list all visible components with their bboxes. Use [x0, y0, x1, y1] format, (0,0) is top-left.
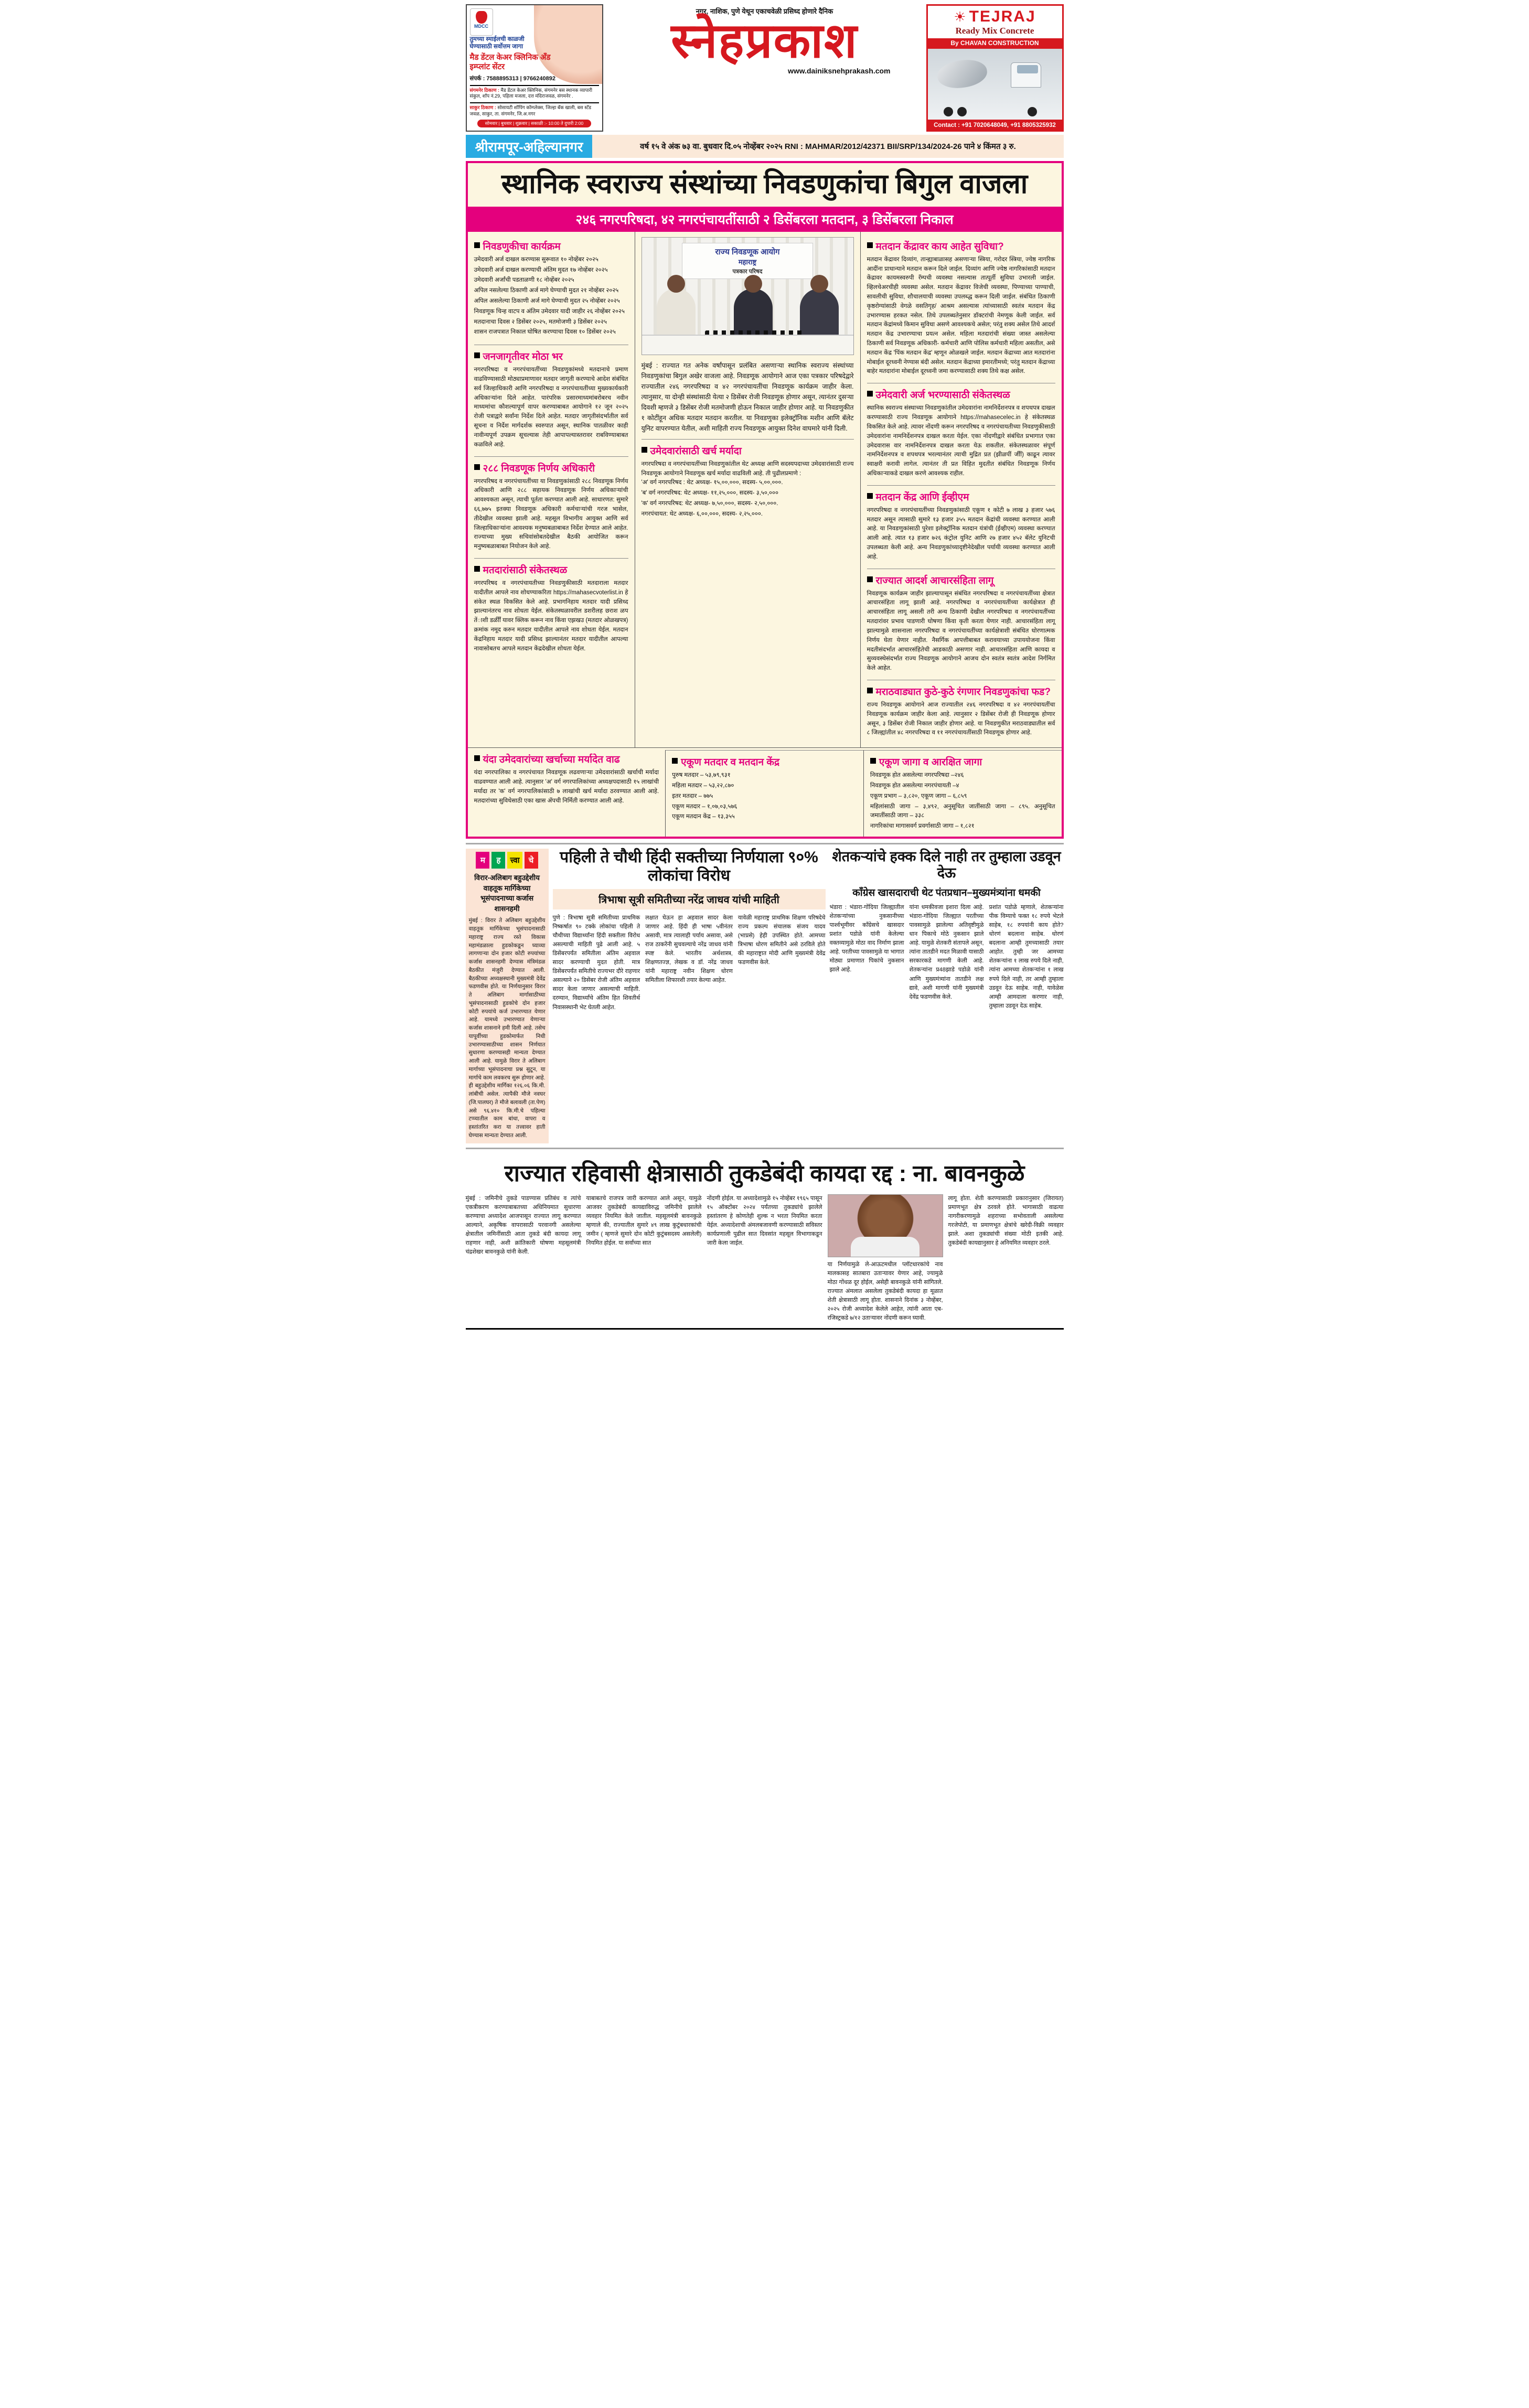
stat-item: एकूण प्रभाग – ३,८२०, एकूण जागा – ६,८५९ [870, 793, 967, 799]
section-evm [867, 485, 1055, 566]
stat-item: एकूण मतदार – १,०७,०३,५७६ [672, 803, 737, 810]
article-column: यांना धमकीवजा इशारा दिला आहे. भंडारा-गोंदिया जिल्ह्यात परतीच्या पावसामुळे झालेल्या अतिवृष्टीमुळे धान पिकाचे मोठे नुकसान झाले आहे. यामुळे शेतकरी संतापले असून, त्यांना तातडीने मदत मिळावी यासाठी सरकारकडे मागणी केली आहे. शेतकऱ्यांना प्र48झाडे पडोळे यांनी आणि मुख्यमंत्र्यांना तातडीने लक्ष द्यावे, अशी मागणी यांनी मुख्यमंत्री देवेंद्र फडणवीस केले. [909, 904, 984, 1000]
tejraj-byline: By CHAVAN CONSTRUCTION [928, 38, 1062, 48]
section-heading: राज्यात आदर्श आचारसंहिता लागू [875, 575, 994, 586]
article-column: लक्षात घेऊन हा अहवाल सादर केला जाणार आहे. हिंदी ही भाषा ५वीनंतर असावी, मात्र त्यालाही पर्याय असावा, असे राज ठाकरेंनी सुचवल्याचे नरेंद्र जाधव यांनी स्पष्ट केले. भारतीय अर्थशास्त्र, शिक्षणतज्ज्ञ, लेखक व डॉ. नरेंद्र जाधव यांनी महाराष्ट्र नवीन शिक्षण धोरण समितीला शिफारशी तयार केल्या आहेत. [645, 915, 733, 984]
square-bullet-icon [867, 688, 873, 693]
tejraj-brand: TEJRAJ [969, 8, 1036, 25]
article-column: मुंबई : जमिनीचे तुकडे पाडण्यास प्रतिबंध व त्यांचे एकत्रीकरण करण्याबाबतच्या अधिनियमात सुधारणा करण्याचा अध्यादेश आजपासून राज्यात लागू करण्यात आल्याने, अकृषिक वापरासाठी परवानगी असलेल्या क्षेत्रातील जमिनींसाठी आता तुकडे बंदी कायदा लागू राहणार नाही, अशी क्रांतिकारी घोषणा महसूलमंत्री चंद्रशेखर बावनकुळे यांनी केली. [465, 1195, 581, 1255]
section-marathwada [867, 680, 1055, 742]
expense-list [641, 478, 854, 519]
voter-stats-list [672, 771, 857, 822]
masthead-tagline: नगर, नाशिक, पुणे येथून एकाचवेळी प्रसिध्द होणारे दैनिक [696, 7, 833, 15]
square-bullet-icon [474, 464, 480, 470]
stat-item: निवडणूक होत असलेल्या नगरपरिषदा –२४६ [870, 772, 964, 779]
press-conference-photo [641, 237, 854, 355]
section-body: नगरपरिषदा व नगरपंचायतींच्या निवडणुकांसाठी एकूण १ कोटी ७ लाख ३ हजार ५७६ मतदार असून त्यासाठी सुमारे १३ हजार ३५५ मतदान केंद्रांची व्यवस्था करण्यात आली आहे. या निवडणुकांसाठी पुरेशा इलेक्ट्रॉनिक मतदान यंत्रांची (ईव्हीएम) व्यवस्था करण्यात आली आहे. त्यात १३ हजार ७२६ कंट्रोल युनिट आणि २७ हजार ४५२ बॅलेट युनिटची उपलब्धता केली आहे. अन्य निवडणुकांच्यादृष्टीनेदेखील पर्यायी व्यवस्था करण्यात आली आहे. [867, 507, 1055, 560]
hindi-article-columns [553, 914, 826, 1012]
bottom-rule [466, 1328, 1064, 1330]
article-column: लागू होता. शेती करण्यासाठी प्रकारानुसार (जिरायत) प्रमाणभूत क्षेत्र ठरवले होते. भागासाठी वाढत्या नागरीकरणामुळे शहराच्या सभोवताली असलेल्या गरजेपोटी, या प्रमाणभूत क्षेत्रांचे खरेदी-विक्री व्यवहार झाले. अशा तुकड्यांची संख्या मोठी इतकी आहे. तुकडेबंदी कायद्यानुसार हे अनियमित व्यवहार ठरले. [948, 1195, 1064, 1246]
section-body: नगरपरिषद व नगरपंचायतीच्या निवडणुकीसाठी मतदाराला मतदार यादीतील आपले नाव शोधण्याकरिता https://mahasecvoterlist.in हे संकेत स्थळ विकसित केले आहे. प्रभागनिहाय मतदार यादी प्रसिध्द झाल्यानंतरच नाव शोधता येईल. संकेतस्थळावरील डशरीलह छराश ळप तेंाशी डर्ळीीं यावर क्लिक करून नाव किंवा एझखउ (मतदार ओळखपत्र) क्रमांक नमूद करुन मतदार यादीतील आपले नाव शोधता येईल. मतदान केंद्रनिहाय मतदार यादी प्रसिध्द झाल्यानंतर मतदार यादीतील आपल्या नावासोबतच आपले मतदान केंद्रदेखील शोधता येईल. [474, 580, 628, 652]
bottom-article-columns [466, 1194, 1064, 1323]
dental-ad-location-1: संगमनेर ठिकाण : मैड डेंटल केअर क्लिनिक, संगमनेर बस स्थानक व्यापारी संकुल, शॉप नं.29, पहिला मजला, दत्त मंदिराजवळ, संगमनेर . [470, 85, 599, 100]
section-returning-officers [474, 456, 628, 556]
schedule-item: उमेदवारी अर्जांची पडताळणी १८ नोव्हेंबर २०२५ [474, 277, 574, 284]
lead-right-column [860, 232, 1062, 748]
schedule-item: निवडणूक चिन्ह वाटप व अंतिम उमेदवार यादी जाहीर २६ नोव्हेंबर २०२५ [474, 308, 625, 315]
bottom-article [466, 1148, 1064, 1330]
box-total-voters [665, 750, 863, 837]
lead-center-column [635, 232, 860, 748]
section-heading: २८८ निवडणूक निर्णय अधिकारी [483, 463, 595, 474]
dental-ad-clinic-name: मैड डेंटल केअर क्लिनिक अँड इम्प्लांट सेंटर [469, 52, 551, 71]
dental-ad-tagline: तुमच्या स्माईलची काळजी घेण्यासाठी सर्वोत्तम जागा [469, 36, 525, 50]
section-heading: मतदान केंद्रावर काय आहेत सुविधा? [875, 241, 1004, 252]
expense-item: नगरपंचायत: थेट अध्यक्ष- ६,००,०००, सदस्य- २,२५,०००. [641, 510, 763, 517]
section-body: नगरपरिषदा व नगरपंचायतींच्या निवडणुकांमध्ये मतदानाचे प्रमाण वाढविण्यासाठी मोठ्याप्रमाणावर मतदार जागृती करण्याचे आदेश संबंधित सर्व जिल्हाधिकारी आणि नगरपरिषदा व नगरपंचायतींच्या मुख्यकार्यकारी अधिकाऱ्यांना दिले आहेत. पारंपरिक प्रसारमाध्यमांबरोबरच नवीन माध्यमांचा कौशल्यापूर्ण वापर करण्याबाबत आयोगाने १२ जून २०२५ रोजी पत्राद्वारे सर्वांना निर्देश दिले आहेत. मतदार जागृतीसंदर्भातील सर्व सूचना व निर्देश मार्गदर्शक स्वरुपात असून, स्थानिक पातळीवर काही नावीन्यपूर्ण उपक्रम सूचल्यास तेही आपापल्यास्तरावर राबविण्याबाबत कळविले आहे. [474, 367, 628, 448]
article-column: याबाबतचे राजपत्र जारी करण्यात आले असून, यामुळे आजवर तुकडेबंदी कायद्याविरुद्ध जमिनीचे झालेले व्यवहार नियमित केले जातील. महसूलमंत्री बावनकुळे म्हणाले की, राज्यातील सुमारे ४९ लाख कुटुंबधारकांची जमीन ( म्हणजे सुमारे दोन कोटी कुटुंबसदस्य असलेली) नियमित होईल. या सर्वांच्या सात [586, 1195, 702, 1246]
seat-stats-list [870, 771, 1055, 831]
stats-row [468, 747, 1062, 837]
dateline-text: वर्ष १५ वे अंक ७३ वा. बुधवार दि.०५ नोव्हेंबर २०२५ RNI : MAHMAR/2012/42371 BII/SRP/134/2024-26 पाने ४ किंमत ३ रु. [592, 135, 1063, 158]
section-election-schedule [474, 237, 628, 343]
farmers-article-headline: शेतकऱ्यांचे हक्क दिले नाही तर तुम्हाला उडवून देऊ [832, 849, 1061, 881]
box-total-seats [863, 750, 1062, 837]
section-body: नगरपरिषद व नगरपंचायतींच्या या निवडणुकांसाठी २८८ निवडणूक निर्णय अधिकारी आणि २८८ सहायक निवडणूक निर्णय अधिकाऱ्यांची आवश्यकता असून, त्याची पूर्तता करण्यात आली आहे. साधारणत: सुमारे ६६,७७५ इतक्या निवडणूक अधिकारी कर्मचाऱ्यांची गरज भासेल, तीदेखील व्यवस्था झाली आहे. महसूल विभागीय आयुक्त आणि सर्व जिल्हाधिकाऱ्यांना आवश्यक मनुष्यबळाबाबत निर्देश देण्यात आले आहेत. राज्याच्या मुख्य सचिवांसोबतदेखील बैठकी आयोजित करून मनुष्यबळाबाबत नियोजन केले आहे. [474, 478, 628, 550]
top-ad-row [466, 4, 1064, 132]
sidebar-article-body: मुंबई : विरार ते अलिबाग बहुउद्देशीय वाहतूक मार्गिकेच्या भूसंपादनासाठी महाराष्ट्र राज्य रस्ते विकास महामंडळाला हुडकोकडून घ्याव्या लागणाऱ्या दोन हजार कोटी रुपयांच्या कर्जास शासनहमी देण्यास मंत्रिमंडळ बैठकीत मंजुरी देण्यात आली. बैठकीच्या अध्यक्षस्थानी मुख्यमंत्री देवेंद्र फडणवीस होते. या निर्णयानुसार विरार ते अलिबाग मार्गासाठीच्या भूसंपादनासाठी हुडकोचे दोन हजार कोटी रुपयांचे कर्ज उभारण्यात येणार आहे. यामध्ये उभारण्यात येणाऱ्या कर्जास शासनाने हमी दिली आहे. तसेच यापूर्वीच्या हुडकोमार्फत निधी उभारण्यासाठीच्या शासन निर्णयात सुधारणा करण्यासही मान्यता देण्यात आली आहे. यामुळे विरार ते अलिबाग मार्गाच्या भूसंपादनाचा प्रश्न सुटून, या मार्गाचे काम लवकरच सुरू होणार आहे. ही बहुउद्देशीय मार्गिका १२६.०६ कि.मी. लांबीची असेल. त्यापैकी मौजे नवघर (जि.पालघर) ते मौजे बलावली (ता.पेण) असे ९६.४१० कि.मी.चे पहिल्या टप्प्यातील काम बांधा, वापरा व हस्तांतरित करा या तत्त्वावर हाती घेण्यास मान्यता देण्यात आली. [468, 917, 546, 1139]
section-awareness [474, 345, 628, 454]
section-body: नगरपरिषदा व नगरपंचायतींच्या निवडणुकांतील थेट अध्यक्ष आणि सदस्यपदाच्या उमेदवारांसाठी राज्य निवडणूक आयोगाने निवडणूक खर्च मर्यादा वाढविली आहे. ती पुढीलप्रमाणे : [641, 461, 854, 477]
important-letter: त्त्वा [507, 852, 522, 869]
box-body: यंदा नगरपालिका व नगरपंचायत निवडणूक लढवणाऱ्या उमेदवारांसाठी खर्चाची मर्यादा वाढवण्यात आली आहे. त्यानुसार 'अ' वर्ग नगरपालिकांच्या अध्यक्षपदासाठी १५ लाखांची मर्यादा तर 'क' वर्ग नगरपालिकांसाठी ७ लाखांची खर्च मर्यादा ठरवण्यात आली आहे. मतदारांच्या सुविधेसाठी एका खास ॲपची निर्मिती करण्यात आली आहे. [474, 769, 659, 804]
stat-item: नागरिकांचा मागासवर्ग प्रवर्गासाठी जागा – १,८२१ [870, 823, 975, 830]
important-letter: म [476, 852, 489, 869]
section-booth-facilities [867, 237, 1055, 381]
newspaper-website: www.dainiksnehprakash.com [787, 66, 891, 75]
farmers-article [830, 849, 1064, 1143]
section-heading: मतदारांसाठी संकेतस्थळ [483, 565, 568, 576]
person-figure [657, 288, 696, 335]
schedule-item: अपिल असलेल्या ठिकाणी अर्ज मागे घेण्याची मुदत २५ नोव्हेंबर २०२५ [474, 297, 620, 304]
square-bullet-icon [867, 493, 873, 499]
box-expense-increase [468, 748, 666, 837]
article-column: भंडारा : भंडारा-गोंदिया जिल्ह्यातील शेतकऱ्यांच्या नुकसानीच्या पार्श्वभूमीवर काँग्रेसचे खासदार प्रशांत पडोळे यांनी केलेल्या वक्तव्यामुळे मोठा वाद निर्माण झाला आहे. परतीच्या पावसामुळे या भागात मोठ्या प्रमाणात पिकांचे नुकसान झाले आहे. [829, 904, 904, 973]
section-nomination-website [867, 383, 1055, 483]
important-sidebar [466, 849, 549, 1143]
truck-window-graphic [1017, 65, 1038, 73]
section-heading: जनजागृतीवर मोठा भर [483, 351, 563, 363]
important-label-blocks [469, 852, 546, 869]
schedule-item: उमेदवारी अर्ज दाखल करण्याची अंतिम मुदत १७ नोव्हेंबर २०२५ [474, 266, 608, 273]
schedule-item: शासन राजपत्रात निकाल घोषित करण्याचा दिवस १० डिसेंबर २०२५ [474, 329, 616, 336]
dental-clinic-ad [466, 4, 603, 132]
article-column: पुणे : त्रिभाषा सूत्री समितीच्या प्राथमिक निष्कर्षात ९० टक्के लोकांचा पहिली ते चौथीच्या विद्यार्थ्यांना हिंदी सक्तीला विरोध असल्याची माहिती पुढे आली आहे. ५ डिसेंबरपर्यंत समितीला अंतिम अहवाल सादर करण्याची मुदत होती. मात्र डिसेंबरपर्यंत समितीचे राज्यभर दौरे राहणार असल्याने २० डिसेंबर रोजी अंतिम अहवाल सादर केला जाणार असल्याची माहिती. दरम्यान, विद्यार्थ्यांचे अंतिम हित शिवतीर्थ निवासस्थानी भेट घेतली आहेत. [552, 915, 640, 1011]
expense-item: 'अ' वर्ग नगरपरिषद : थेट अध्यक्ष- १५,००,०००, सदस्य- ५,००,०००. [641, 479, 783, 486]
sidebar-article-heading: विरार-अलिबाग बहुउद्देशीय वाहतूक मार्गिकेच्या भूसंपादनाच्या कर्जास शासनहमी [474, 874, 540, 913]
section-heading: निवडणुकीचा कार्यक्रम [483, 241, 561, 252]
section-heading: मराठवाड्यात कुठे-कुठे रंगणार निवडणुकांचा फड? [875, 686, 1051, 698]
bottom-article-headline: राज्यात रहिवासी क्षेत्रासाठी तुकडेबंदी कायदा रद्द : ना. बावनकुळे [504, 1160, 1025, 1186]
section-body: निवडणूक कार्यक्रम जाहीर झाल्यापासून संबंधित नगरपरिषदा व नगरपंचायतींच्या क्षेत्रात आचारसंहिता लागू झाली आहे. नगरपरिषदा व नगरपंचायतींच्या कार्यक्षेत्रात ही आचारसंहिता लागू असली तरी अन्य ठिकाणी देखील नगरपरिषदा व नगरपंचायतींच्या मतदारांवर प्रभाव पाडणारी घोषणा किंवा कृती करता येणार नाही. आचारसंहिता लागू झाल्यामुळे शासनाला नगरपरिषदा व नगरपंचायतींच्या कार्यक्षेत्राशी संबंधित धोरणात्मक निर्णय घेता येणार नाहीत. नैसर्गिक आपत्तीबाबत करावयाच्या उपाययोजना किंवा मदतीसंदर्भात आचारसंहितेची आडकाठी असणार नाही. आचारसंहिता आणि कायदा व सुव्यवस्थेसंदर्भात राज्य निवडणूक आयोगाने आजच दोन स्वतंत्र स्वतंत्र आदेश निर्गमित केले आहेत. [867, 590, 1055, 672]
newspaper-title: स्नेहप्रकाश [671, 14, 858, 68]
sun-icon: ☀ [954, 9, 966, 25]
schedule-list [474, 255, 628, 338]
hindi-article-subhead: त्रिभाषा सूत्री समितीच्या नरेंद्र जाधव यांची माहिती [553, 889, 826, 909]
tejraj-product: Ready Mix Concrete [955, 26, 1034, 36]
middle-band [466, 843, 1064, 1143]
photo-banner: राज्य निवडणूक आयोग महाराष्ट्र पत्रकार परिषद [682, 243, 813, 279]
article-column: प्रशांत पडोळे म्हणाले, शेतकऱ्यांना पीक विम्याचे फक्त १८ रुपये भेटले साहेब, १८ रुपयांनी काय होते? धोरणं बदलाना साहेब. धोरणं बदलाना आम्ही तुमच्यासाठी तयार आहोत. तुम्ही जर आमच्या शेतकऱ्यांना १ लाख रुपये दिले नाही, त्यांना आमच्या शेतकऱ्यांना १ लाख रुपये दिले नाही, तर आम्ही तुम्हाला उडवून देऊ साहेब. नाही, यावेळेस आम्ही आमदाला करणार नाही, तुम्हाला उडवून देऊ साहेब. [989, 904, 1064, 1009]
important-letter: चे [525, 852, 538, 869]
section-voter-website [474, 558, 628, 658]
schedule-item: उमेदवारी अर्ज दाखल करण्यास सुरूवात १० नोव्हेंबर २०२५ [474, 256, 598, 263]
person-figure [800, 288, 839, 335]
square-bullet-icon [474, 566, 480, 572]
wheel-graphic [957, 107, 967, 116]
wheel-graphic [1028, 107, 1037, 116]
newspaper-front-page [461, 0, 1069, 1334]
expense-item: 'ब' वर्ग नगरपरिषद: थेट अध्यक्ष- ११,२५,०००, सदस्य- ३,५०,००० [641, 490, 778, 497]
lead-subheadline: २४६ नगरपरिषदा, ४२ नगरपंचायतींसाठी २ डिसेंबरला मतदान, ३ डिसेंबरला निकाल [468, 207, 1062, 232]
stat-item: एकूण मतदान केंद्र – १३,३५५ [672, 814, 735, 820]
stat-item: निवडणूक होत असलेल्या नगरपंचायती –४ [870, 783, 959, 789]
section-body: मतदान केंद्रावर दिव्यांग, तान्ह्याबाळासह असणाऱ्या स्त्रिया, गरोदर स्त्रिया, ज्येष्ठ नागरिक आदींना प्राधान्याने मतदान करून दिले जाईल. दिव्यांग आणि ज्येष्ठ नागरिकांसाठी मतदान केंद्रावर कायमस्वरुपी रॅम्पची व्यवस्था नसल्यास तात्पूर्ती सुविधा उभारली जाईल. व्हिलचेअरचीही व्यवस्था असेल. मतदान केंद्रावर विजेची व्यवस्था, पिण्याच्या पाण्याची, सावलीची सुविधा, शौचालयाची व्यवस्था उपलब्द्ध करून दिली जाईल. संबंधित ठिकाणी कृष्ठरोग्यांसाठी वेगळे वसतिगृह/ आश्रम असल्यास त्यांच्यासाठी स्वतंत्र मतदान केंद्र उभारण्यास हरकत नसेल. तिथे उपलब्धतेनुसार डॉक्टरांची नेमणूक केली जाईल. सर्व मतदान केंद्रांमध्ये किमान सुविधा असणे आवश्यकचे असेल; परंतु शक्य असेल तिथे आदर्श मतदान केंद्र उभारण्याचा प्रयत्न असेल. महिला मतदारांची संख्या जास्त असलेल्या ठिकाणी सर्व निवडणूक अधिकारी- कर्मचारी आणि पोलिस कर्मचारी महिला असतील, असे मतदान केंद्र 'पिंक मतदान केंद्र' म्हणून ओळखले जाईल. मतदान केंद्राच्या आत मतदारांना मोबाईल दूरध्वनी नेण्यास बंदी असेल. मतदान केंद्राच्या इमारतीमध्ये; परंतु मतदान केंद्राच्या बाहेर मतदारांना मोबाईल दूरध्वनी जमा करण्यासाठी शक्य तिथे कक्ष असेल. [867, 256, 1055, 375]
important-letter: ह [491, 852, 505, 869]
person-figure [734, 288, 773, 335]
box-heading: एकूण मतदार व मतदान केंद्र [681, 757, 780, 768]
square-bullet-icon [474, 242, 480, 248]
square-bullet-icon [867, 576, 873, 582]
stat-item: महिला मतदार – ५३,२२,८७० [672, 783, 734, 789]
dental-ad-contact: संपर्क : 7588895313 | 9766240892 [469, 75, 555, 82]
lead-headline: स्थानिक स्वराज्य संस्थांच्या निवडणुकांचा बिगुल वाजला [501, 168, 1028, 199]
section-code-of-conduct [867, 569, 1055, 678]
section-heading: उमेदवारांसाठी खर्च मर्यादा [650, 445, 742, 457]
lead-story-body: मुंबई : राज्यात गत अनेक वर्षांपासून प्रलंबित असणाऱ्या स्थानिक स्वराज्य संस्थांच्या निवडणुकांचा बिगुल अखेर वाजला आहे. निवडणूक आयोगाने आज एका पत्रकार परिषदेद्वारे राज्यातील २४६ नगरपरिषदा व ४२ नगरपंचायतींचा निवडणूक कार्यक्रम जाहीर केला. त्यानुसार, या दोन्ही संस्थांसाठी येत्या २ डिसेंबर रोजी निवडणूक होणार असून, त्यानंतर दुसऱ्या दिवशी म्हणजे ३ डिसेंबर रोजी मतमोजणी होऊन निकाल जाहीर होणार आहे. या निवडणुकीत १ कोटींहून अधिक मतदार मतदान करतील. या निवडणुका इलेक्ट्रॉनिक मशीन आणि बॅलेट युनिट वापरण्यात येतील, अशी माहिती राज्य निवडणूक आयुक्त दिनेश वाघमारे यांनी दिली. [641, 361, 854, 432]
box-heading: यंदा उमेदवारांच्या खर्चाच्या मर्यादेत वाढ [483, 754, 620, 766]
tooth-icon [476, 11, 487, 24]
schedule-item: मतदानाचा दिवस २ डिसेंबर २०२५, मतमोजणी ३ डिसेंबर २०२५ [474, 318, 607, 325]
square-bullet-icon [672, 758, 678, 764]
square-bullet-icon [641, 447, 647, 453]
section-body: स्थानिक स्वराज्य संस्थाच्या निवडणुकांतील उमेदवारांना नामनिर्देशनपत्र व शपथपत्र दाखल करण्यासाठी राज्य निवडणूक आयोगाने https://mahasecelec.in हे संकेतस्थळ विकसित केले आहे. त्यावर नोंदणी करून नगरपरिषद व नगरपंचायतीच्या निवडणुकीसाठी उमेदवारांना नामनिर्देशनपत्र दाखल करता येईल. एका नोंदणीद्वारे संबंधित प्रभागात एका उमेदवारास वार नामनिर्देशनपत्र दाखल करता येऊ शकतील. संकेतस्थळावर संपूर्ण नामनिर्देशनपत्र व शपथपत्र भरल्यानंतर त्याची मुद्रित प्रत (झीळपीं जीीं) काढून त्यावर स्वाक्षरी करावी लागेल. त्यानंतर ती प्रत विहित मुदतीत संबंधित निवडणूक निर्णय अधिकाऱ्याकडे दाखल करणे आवश्यक राहील. [867, 405, 1055, 477]
dental-ad-location-2: साकुर ठिकाण : सोसायटी शॉपिंग कॉम्प्लेक्स, जिल्हा बँक खाली, बस स्टँड जवळ, साकुर, ता. संगमनेर, जि.अ.नगर [470, 102, 599, 117]
article-column: या निर्णयामुळे ले-आऊटमधील प्लॉटधारकांचे नाव मालकासह सातबारा उताऱ्यावर येणार आहे, ज्यामुळे मोठा गोंधळ दूर होईल, असेही बावनकुळे यांनी सांगितले. राज्यात अंमलात असलेला तुकडेबंदी कायदा हा मूळात शेती क्षेत्रासाठी लागू होता. शासनाने दिनांक ३ नोव्हेंबर, २०२५ रोजी अध्यादेश केलेले आहेत, त्यांनी आता एब-रजिस्ट्रकडे ७/१२ उताऱ्यावर नोंदणी करून घ्यावी. [828, 1194, 943, 1323]
section-body: राज्य निवडणूक आयोगाने आज राज्यातील २४६ नगरपरिषदा व ४२ नगरपंचायतींचा निवडणूक कार्यक्रम जाहीर केला आहे. त्यानुसार २ डिसेंबर रोजी ही निवडणूक होणार असून, ३ डिसेंबर रोजी निकाल जाहीर होणार आहे. या निवडणुकीत मराठवाड्यातील सर्व ८ जिल्ह्यांतील ४८ नगरपरिषदा व ११ नगरपंचायतींसाठी निवडणूक होणार आहे. [867, 701, 1055, 736]
edition-label: श्रीरामपूर-अहिल्यानगर [466, 135, 593, 158]
section-expense-limit [641, 439, 854, 525]
square-bullet-icon [474, 352, 480, 358]
lead-left-column [468, 232, 635, 748]
farmers-article-columns [830, 903, 1064, 1011]
stat-item: महिलांसाठी जागा – ३,४९२, अनुसूचित जातींसाठी जागा – ८९५. अनुसूचित जमातींसाठी जागा – ३३८ [870, 803, 1055, 819]
mdcc-logo: MDCC [470, 8, 493, 36]
lead-package [466, 161, 1064, 839]
concrete-truck-photo [928, 48, 1062, 121]
stat-item: इतर मतदार – ७७५ [672, 793, 713, 799]
section-heading: उमेदवारी अर्ज भरण्यासाठी संकेतस्थळ [875, 390, 1010, 401]
farmers-article-subhead: काँग्रेस खासदाराची थेट पंतप्रधान–मुख्यमंत्र्यांना धमकी [852, 887, 1041, 899]
table-graphic [642, 335, 853, 355]
schedule-item: अपिल नसलेल्या ठिकाणी अर्ज मागे घेण्याची मुदत २१ नोव्हेंबर २०२५ [474, 287, 619, 294]
article-column: यावेळी महाराष्ट्र प्राथमिक शिक्षण परिषदेचे राज्य प्रकल्प संचालक संजय यादव (भाप्रसे) हेही उपस्थित होते. आमच्या त्रिभाषा धोरण समितीने असे ठरविले होते की महाराष्ट्रात मोदी आणि मुख्यमंत्री देवेंद्र फडणवीस केले. [737, 915, 826, 966]
hindi-article [553, 849, 826, 1143]
square-bullet-icon [867, 391, 873, 397]
dateline-row [466, 135, 1064, 158]
stat-item: पुरुष मतदार – ५३,७९,९३१ [672, 772, 731, 779]
mixer-drum-graphic [935, 57, 988, 91]
expense-item: 'क' वर्ग नगरपरिषद: थेट अध्यक्ष- ७,५०,०००, सदस्य- २,५०,०००. [641, 500, 778, 507]
article-column: नोंदणी होईल. या अध्यादेशामुळे १५ नोव्हेंबर १९६५ पासून १५ ऑक्टोंबर २०२४ पर्यंतच्या तुकड्यांचे झालेले हस्तांतरण हे कोणतेही शुल्क न भरता नियमित करता येईल. अध्यादेशाची अंमलबजावणी करण्यासाठी सविस्तर कार्यप्रणाली पुढील सात दिवसांत महसूल विभागाकडून जारी केला जाईल. [707, 1195, 822, 1246]
tejraj-ad [926, 4, 1064, 132]
minister-photo [828, 1194, 943, 1257]
section-heading: मतदान केंद्र आणि ईव्हीएम [875, 491, 969, 503]
square-bullet-icon [474, 755, 480, 761]
box-heading: एकूण जागा व आरक्षित जागा [879, 757, 982, 768]
wheel-graphic [944, 107, 953, 116]
dental-ad-timing: सोमवार | बुधवार | शुक्रवार | सकाळी :- 10:00 ते दुपारी 2:00 [477, 120, 591, 127]
tejraj-contact: Contact : +91 7020648049, +91 8805325932 [928, 121, 1062, 130]
masthead [607, 4, 922, 132]
square-bullet-icon [870, 758, 876, 764]
square-bullet-icon [867, 242, 873, 248]
hindi-article-headline: पहिली ते चौथी हिंदी सक्तीच्या निर्णयाला ९०% लोकांचा विरोध [560, 849, 818, 884]
